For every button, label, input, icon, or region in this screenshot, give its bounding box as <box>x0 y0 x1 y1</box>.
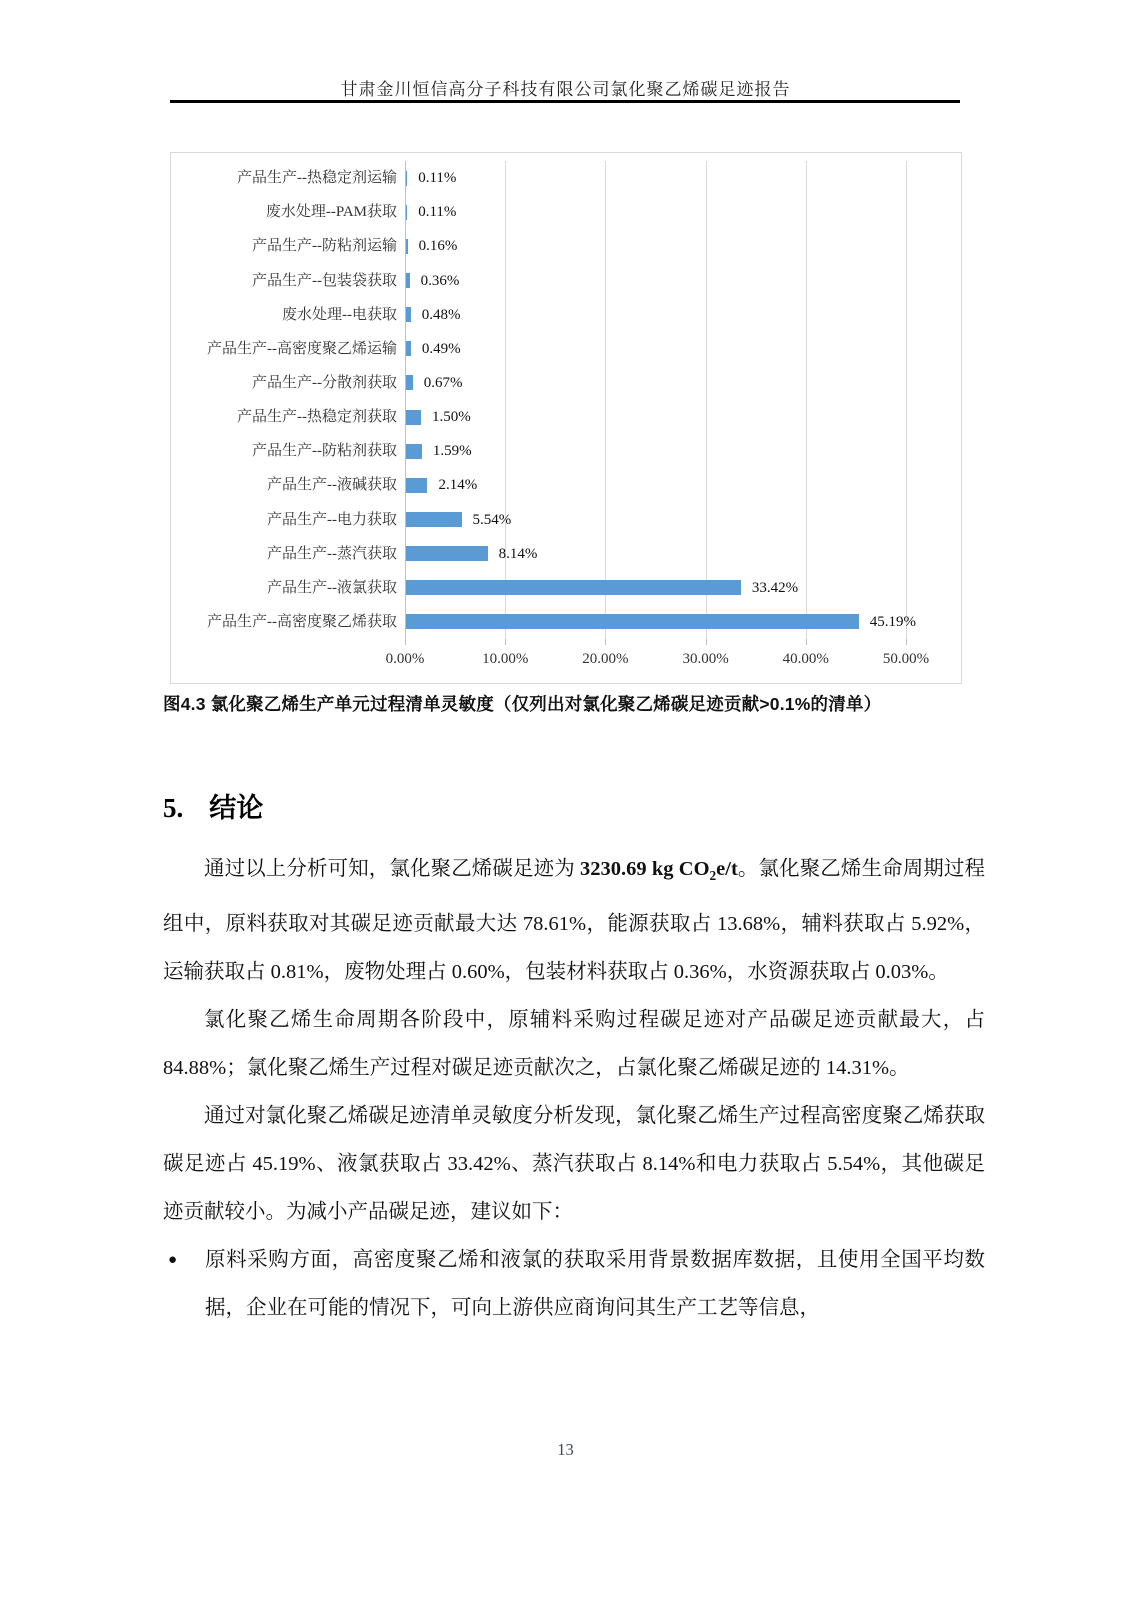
bullet-text: 原料采购方面，高密度聚乙烯和液氯的获取采用背景数据库数据，且使用全国平均数据，企业在可能的情况下，可向上游供应商询问其生产工艺等信息， <box>205 1249 985 1320</box>
chart-gridline <box>806 161 807 639</box>
chart-category-label: 产品生产--液碱获取 <box>267 477 397 494</box>
chart-bar <box>406 444 422 459</box>
chart-gridline <box>906 161 907 639</box>
chart-category-label: 产品生产--蒸汽获取 <box>267 545 397 562</box>
chart-category-label: 产品生产--分散剂获取 <box>252 374 397 391</box>
chart-axis-tick <box>706 639 707 645</box>
chart-axis-tick <box>906 639 907 645</box>
chart-value-label: 0.67% <box>423 374 463 391</box>
section-heading <box>163 786 263 825</box>
chart-gridline <box>505 161 506 639</box>
chart-axis-tick-label: 20.00% <box>582 651 629 667</box>
figure-caption: 图4.3 氯化聚乙烯生产单元过程清单灵敏度（仅列出对氯化聚乙烯碳足迹贡献>0.1%的清单） <box>163 694 882 714</box>
chart-bar <box>406 307 411 322</box>
chart-gridline <box>605 161 606 639</box>
chart-value-label: 0.49% <box>421 340 461 357</box>
chart-value-label: 1.50% <box>432 409 471 426</box>
chart-value-label: 0.48% <box>421 306 461 323</box>
chart-axis-tick-label: 10.00% <box>482 651 529 667</box>
chart-value-label: 8.14% <box>498 545 538 562</box>
chart-axis-tick-label: 40.00% <box>782 651 829 667</box>
chart-axis-tick-label: 50.00% <box>882 651 930 667</box>
chart-bar <box>406 580 741 595</box>
bullet-item-1 <box>163 1236 985 1332</box>
chart-bar <box>406 410 421 425</box>
chart-bar <box>406 205 407 220</box>
chart-category-label: 产品生产--高密度聚乙烯运输 <box>207 340 397 357</box>
chart-axis-tick-label: 0.00% <box>385 651 425 667</box>
chart-value-label: 5.54% <box>472 511 512 528</box>
page-number: 13 <box>557 1440 574 1459</box>
chart-category-label: 产品生产--防粘剂运输 <box>252 238 397 255</box>
chart-category-label: 产品生产--热稳定剂运输 <box>237 170 397 187</box>
chart-bar <box>406 546 488 561</box>
chart-axis-tick <box>405 639 406 645</box>
chart-gridline <box>706 161 707 639</box>
carbon-footprint-value: 3230.69 kg $CO_2e/t$ <box>580 858 738 884</box>
chart-category-label: 产品生产--热稳定剂获取 <box>237 409 397 426</box>
chart-bar <box>406 512 462 527</box>
paragraph-3: 通过对氯化聚乙烯碳足迹清单灵敏度分析发现，氯化聚乙烯生产过程高密度聚乙烯获取碳足迹占 45.19%、液氯获取占 33.42%、蒸汽获取占 8.14%和电力获取占 5.54%，其他碳足迹贡献较小。为减小产品碳足迹，建议如下： <box>163 1105 985 1224</box>
section-title: 结论 <box>209 793 264 823</box>
chart <box>170 152 962 684</box>
chart-category-label: 产品生产--包装袋获取 <box>252 272 397 289</box>
chart-value-label: 0.16% <box>418 238 458 255</box>
chart-bar <box>406 239 408 254</box>
chart-category-label: 废水处理--PAM获取 <box>265 204 397 221</box>
header-rule <box>170 100 960 103</box>
chart-bar <box>406 478 427 493</box>
chart-bar <box>406 171 407 186</box>
report-header-title: 甘肃金川恒信高分子科技有限公司氯化聚乙烯碳足迹报告 <box>340 80 791 99</box>
chart-category-label: 产品生产--液氯获取 <box>267 579 397 596</box>
chart-bar <box>406 341 411 356</box>
chart-axis-tick <box>605 639 606 645</box>
section-number: 5. <box>163 793 184 823</box>
paragraph-2: 氯化聚乙烯生命周期各阶段中，原辅料采购过程碳足迹对产品碳足迹贡献最大，占 84.88%；氯化聚乙烯生产过程对碳足迹贡献次之，占氯化聚乙烯碳足迹的 14.31%。 <box>163 1009 985 1080</box>
chart-value-label: 2.14% <box>438 477 478 494</box>
paragraph-1: 通过以上分析可知，氯化聚乙烯碳足迹为 3230.69 kg $CO_2e/t$。氯化聚乙烯生命周期过程组中，原料获取对其碳足迹贡献最大达 78.61%，能源获取占 13.68%，辅料获取占 5.92%，运输获取占 0.81%，废物处理占 0.60%，包装材料获取占 0.36%，水资源获取占 0.03%。 <box>163 858 986 984</box>
chart-category-label: 产品生产--电力获取 <box>267 511 397 528</box>
chart-axis-line <box>405 161 406 639</box>
chart-category-label: 废水处理--电获取 <box>282 306 397 323</box>
chart-bar <box>406 273 410 288</box>
chart-value-label: 33.42% <box>751 579 799 596</box>
chart-value-label: 0.11% <box>418 170 457 187</box>
chart-bar <box>406 375 413 390</box>
chart-axis-tick-label: 30.00% <box>682 651 729 667</box>
chart-axis-tick <box>806 639 807 645</box>
chart-value-label: 0.36% <box>420 272 460 289</box>
bullet-icon: ● <box>168 1252 178 1269</box>
chart-value-label: 1.59% <box>432 443 472 460</box>
chart-category-label: 产品生产--高密度聚乙烯获取 <box>207 613 397 630</box>
chart-axis-tick <box>505 639 506 645</box>
body-text <box>163 845 985 1332</box>
chart-category-label: 产品生产--防粘剂获取 <box>252 443 397 460</box>
chart-value-label: 0.11% <box>418 204 457 221</box>
chart-value-label: 45.19% <box>869 613 917 630</box>
chart-bar <box>406 614 859 629</box>
